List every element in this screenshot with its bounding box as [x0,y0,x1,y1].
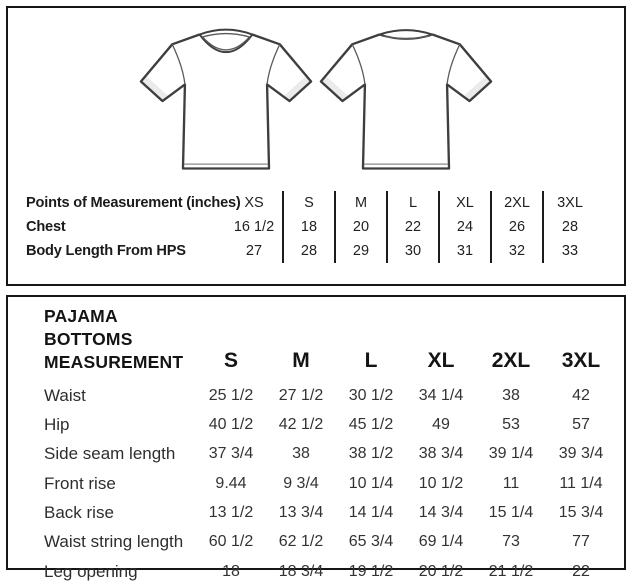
pajama-value-cell: 11 [502,474,520,492]
pajama-size-header: L [364,349,378,373]
pajama-size-header: M [292,349,310,373]
pom-value-cell: 24 [440,215,492,239]
pom-value-cell: 18 [284,215,336,239]
pajama-value-cell: 10 1/4 [348,474,394,492]
pajama-row-label: Waist [44,385,86,405]
pajama-value-cell: 21 1/2 [488,562,534,580]
pajama-value-cell: 13 1/2 [208,504,254,522]
pajama-value-cell: 19 1/2 [348,562,394,580]
pajama-value-cell: 39 3/4 [558,445,604,463]
pajama-value-cell: 13 3/4 [278,504,324,522]
pajama-value-cell: 42 [572,386,590,404]
pom-size-header: 3XL [557,195,583,211]
tshirt-illustrations [8,23,624,181]
pajama-size-header: 3XL [561,349,601,373]
pajama-value-cell: 77 [572,533,590,551]
pajama-table-body [44,381,624,586]
pom-size-header: L [388,191,440,215]
points-of-measurement-table [26,191,624,263]
pajama-value-cell: 38 [292,445,310,463]
pom-value-cell: 20 [336,215,388,239]
pom-size-header: 2XL [492,191,544,215]
pajama-value-cell: 73 [502,533,520,551]
pajama-row-label: Hip [44,415,70,435]
pom-value-cell: 16 1/2 [226,215,284,239]
pajama-value-cell: 38 3/4 [418,445,464,463]
pom-size-header: XS [226,191,284,215]
pajama-value-cell: 14 1/4 [348,504,394,522]
pajama-size-header: XL [427,349,455,373]
pom-value-cell: 26 [492,215,544,239]
pajama-value-cell: 62 1/2 [278,533,324,551]
pajama-value-cell: 42 1/2 [278,416,324,434]
pom-value-cell: 32 [492,239,544,263]
pajama-row-label: Front rise [44,473,116,493]
pajama-value-cell: 57 [572,416,590,434]
pom-row-label: Body Length From HPS [26,243,186,259]
pajama-size-header: 2XL [491,349,531,373]
pom-size-header: S [284,191,336,215]
pom-value-cell: 31 [440,239,492,263]
pajama-value-cell: 30 1/2 [348,386,394,404]
pom-value-cell: 29 [336,239,388,263]
pajama-value-cell: 25 1/2 [208,386,254,404]
pom-value-cell: 28 [561,219,579,235]
pajama-value-cell: 9 3/4 [283,474,319,492]
pajama-table-header [44,305,624,373]
pajama-value-cell: 22 [572,562,590,580]
pajama-value-cell: 65 3/4 [348,533,394,551]
pom-value-cell: 33 [561,243,579,259]
pajama-value-cell: 40 1/2 [208,416,254,434]
pajama-value-cell: 37 3/4 [208,445,254,463]
pajama-value-cell: 9.44 [215,474,247,492]
pajama-value-cell: 69 1/4 [418,533,464,551]
tshirt-front-icon [138,23,314,181]
pajama-value-cell: 14 3/4 [418,504,464,522]
pajama-value-cell: 15 1/4 [488,504,534,522]
pajama-value-cell: 11 1/4 [559,474,603,492]
pajama-value-cell: 20 1/2 [418,562,464,580]
pom-value-cell: 22 [388,215,440,239]
pajama-value-cell: 10 1/2 [418,474,464,492]
pajama-row-label: Back rise [44,503,114,523]
pajama-value-cell: 34 1/4 [418,386,464,404]
pajama-title-line1: PAJAMA BOTTOMS [44,306,133,349]
pajama-value-cell: 39 1/4 [488,445,534,463]
pajama-value-cell: 38 [502,386,520,404]
pajama-value-cell: 49 [432,416,450,434]
pajama-title-line2: MEASUREMENT [44,351,184,372]
tshirt-size-panel [6,6,626,286]
pajama-value-cell: 45 1/2 [348,416,394,434]
pajama-value-cell: 60 1/2 [208,533,254,551]
tshirt-back-icon [318,23,494,181]
pajama-value-cell: 27 1/2 [278,386,324,404]
pajama-table-title [44,305,196,373]
pajama-row-label: Leg opening [44,561,138,581]
pom-value-cell: 30 [388,239,440,263]
pajama-row-label: Side seam length [44,444,176,464]
pajama-bottoms-panel [6,295,626,581]
pom-header-label: Points of Measurement (inches) [26,195,241,211]
pajama-value-cell: 15 3/4 [558,504,604,522]
pajama-value-cell: 18 [222,562,240,580]
pom-row-label: Chest [26,219,66,235]
pom-size-header: XL [440,191,492,215]
pajama-size-header: S [223,349,238,373]
pajama-value-cell: 18 3/4 [278,562,324,580]
pom-value-cell: 28 [284,239,336,263]
pajama-row-label: Waist string length [44,532,184,552]
pom-size-header: M [336,191,388,215]
pajama-value-cell: 53 [502,416,520,434]
pajama-value-cell: 38 1/2 [348,445,394,463]
pom-value-cell: 27 [226,239,284,263]
